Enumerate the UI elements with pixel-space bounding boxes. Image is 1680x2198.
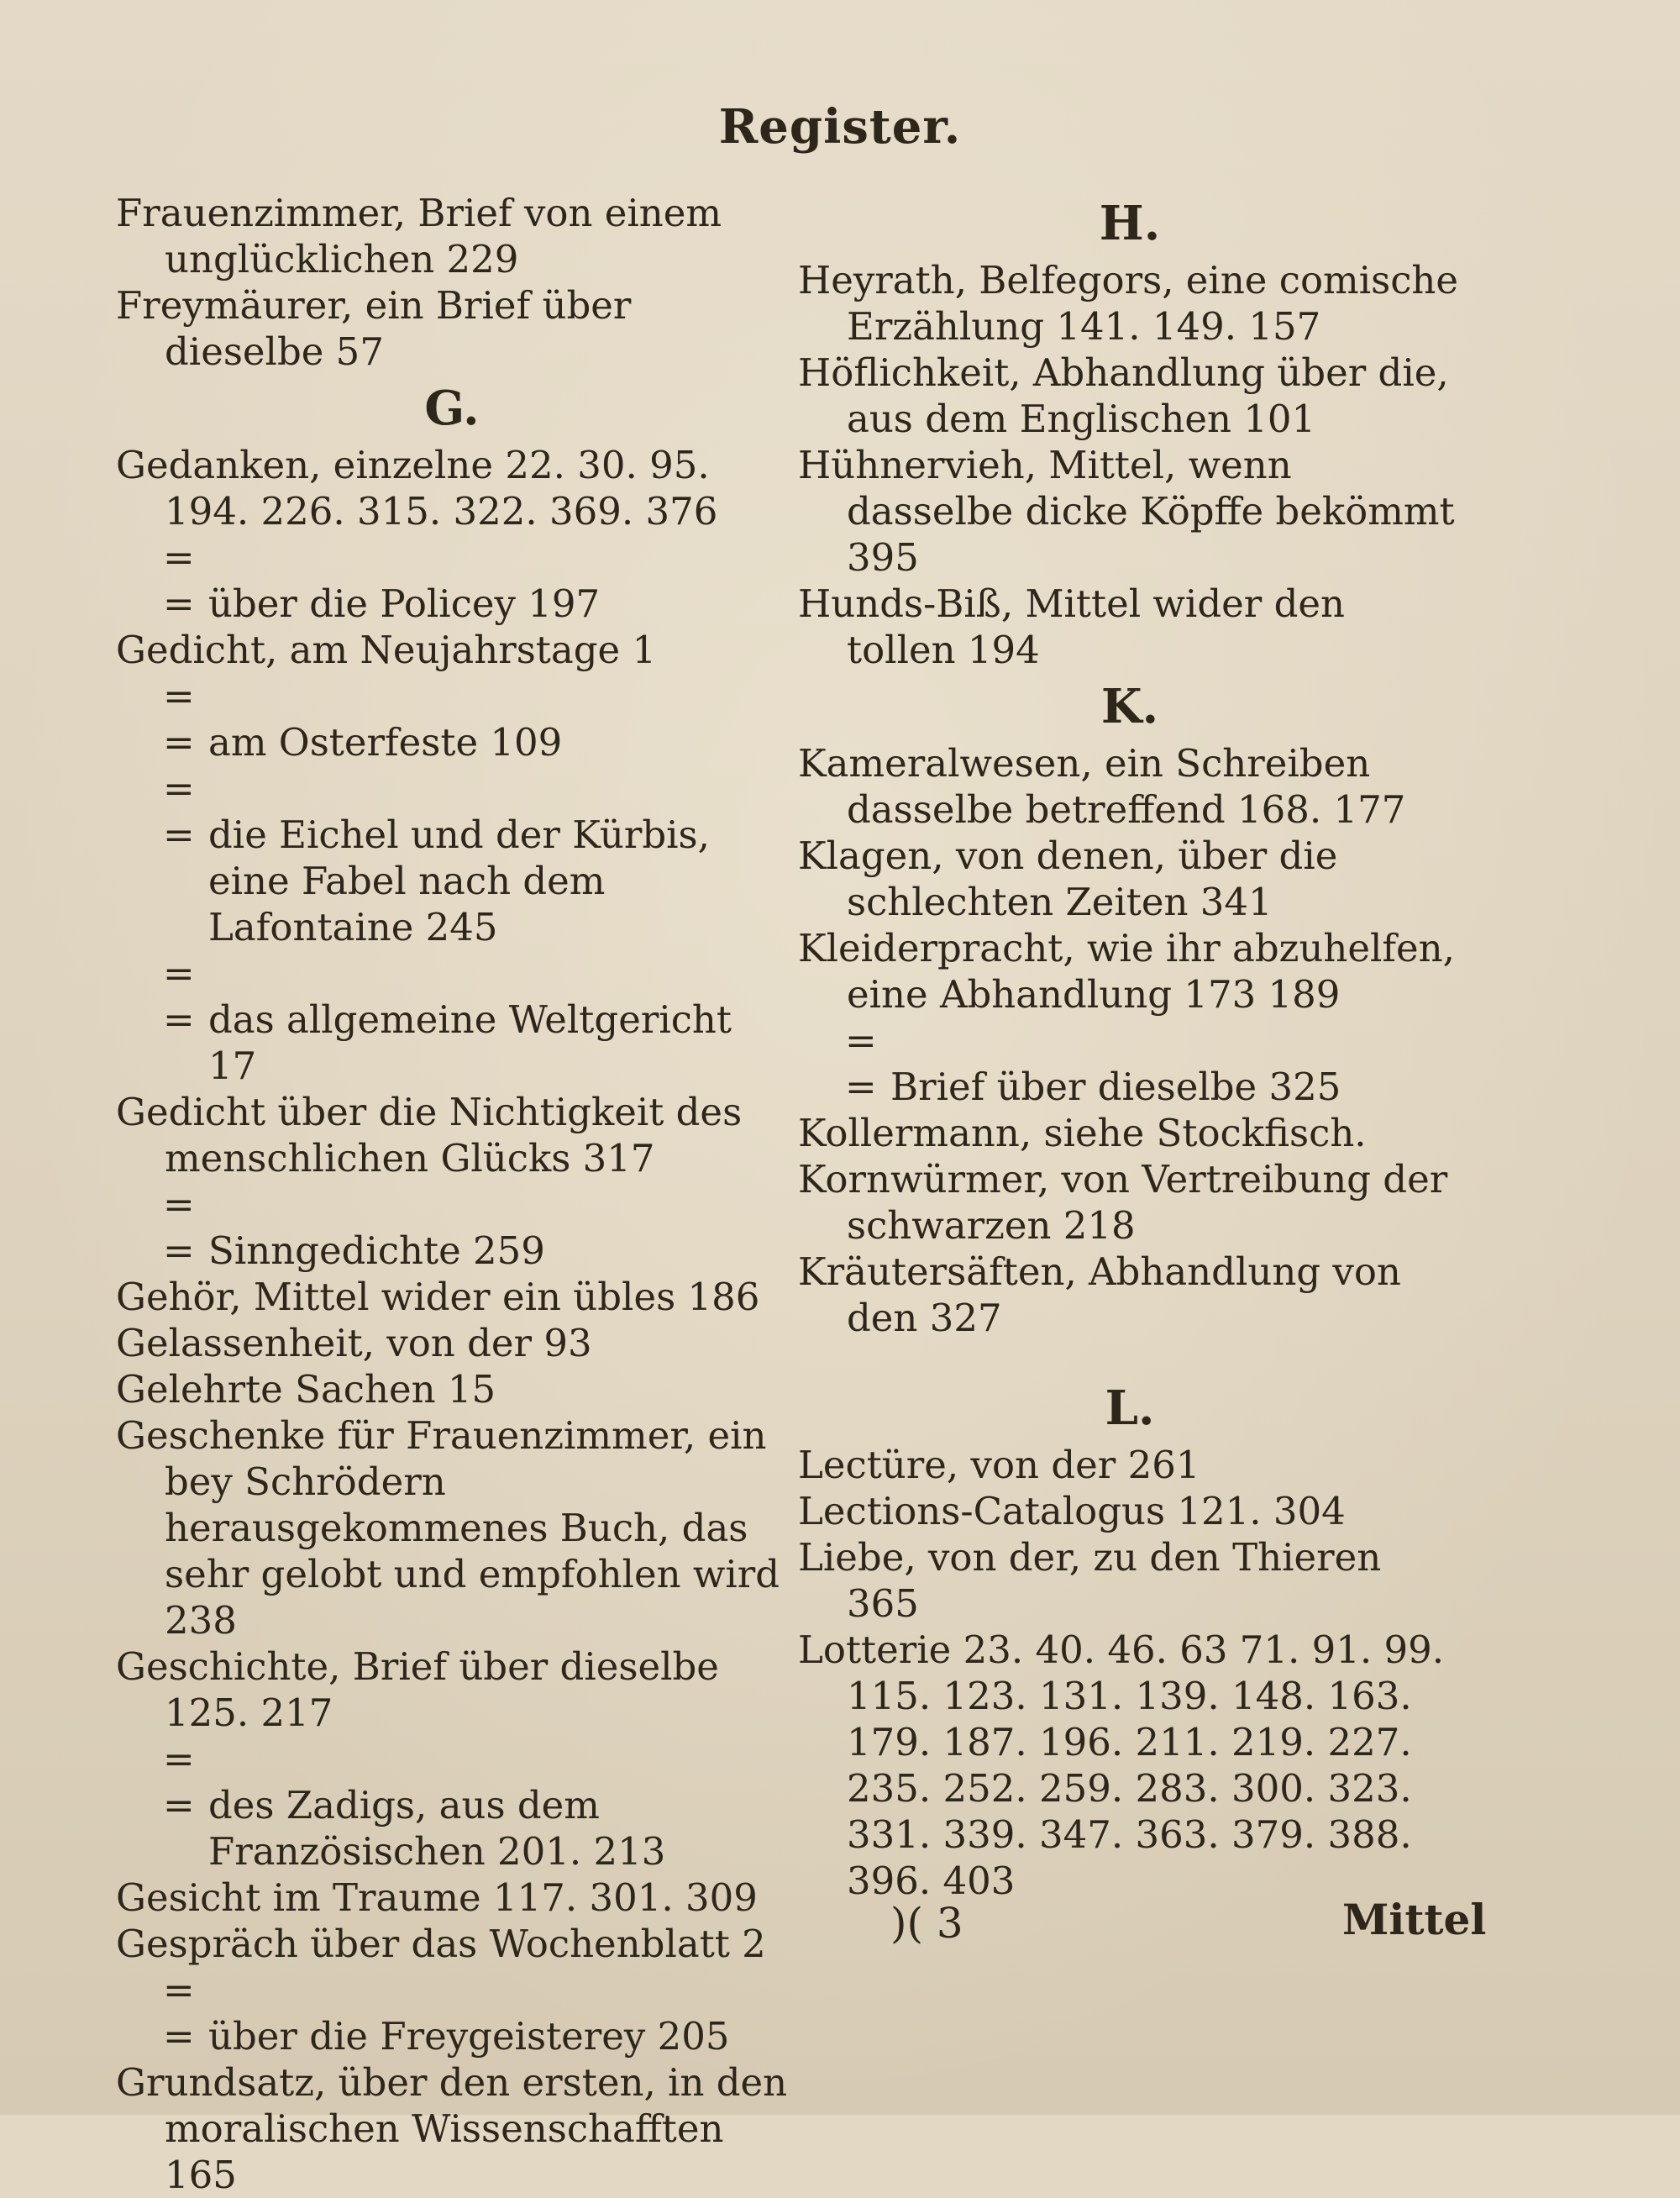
index-entry: Gedicht, am Neujahrstage 1: [116, 628, 657, 672]
index-entry: Gelassenheit, von der 93: [116, 1321, 592, 1365]
index-entry: Kameralwesen, ein Schreiben dasselbe betreffend 168. 177: [798, 741, 1406, 832]
ditto-mark: = =: [163, 535, 195, 626]
index-entry: Geschichte, Brief über dieselbe 125. 217: [116, 1644, 719, 1735]
index-entry: Frauenzimmer, Brief von einem unglücklichen 229: [116, 191, 722, 281]
section-letter: H.: [1099, 196, 1161, 251]
subentry-text: Brief über dieselbe 325: [890, 1065, 1341, 1109]
index-entry: Grundsatz, über den ersten, in den moralischen Wissenschafften 165: [116, 2060, 788, 2197]
section-letter: G.: [424, 381, 480, 436]
index-entry: Kräutersäften, Abhandlung von den 327: [798, 1249, 1401, 1340]
subentry-text: Sinngedichte 259: [208, 1228, 545, 1273]
index-entry: Lotterie 23. 40. 46. 63 71. 91. 99. 115. 123. 131. 139. 148. 163. 179. 187. 196. 211. 219. 227. 235. 252. 259. 283. 300. 323. 331. 339. 347. 363. 379. 388. 396. 403: [798, 1627, 1445, 1903]
subentry-text: über die Freygeisterey 205: [208, 2014, 730, 2059]
section-gap: [798, 1341, 1462, 1375]
index-entry: Lectüre, von der 261: [798, 1443, 1200, 1487]
index-entry: Heyrath, Belfegors, eine comische Erzählung 141. 149. 157: [798, 258, 1459, 349]
index-entry: Freymäurer, ein Brief über dieselbe 57: [116, 283, 632, 374]
index-entry: Liebe, von der, zu den Thieren 365: [798, 1535, 1382, 1626]
section-letter: L.: [1105, 1380, 1155, 1436]
ditto-mark: = =: [845, 1018, 877, 1109]
index-entry: Gehör, Mittel wider ein übles 186: [116, 1275, 760, 1319]
ditto-mark: = =: [163, 951, 195, 1042]
left-column: [116, 190, 788, 2198]
catchword: Mittel: [1342, 1895, 1487, 1944]
index-entry: Gedicht über die Nichtigkeit des menschlichen Glücks 317: [116, 1090, 743, 1181]
index-subentry: [116, 1967, 788, 2059]
index-subentry: [116, 950, 788, 1089]
index-subentry: [116, 534, 788, 627]
ditto-mark: = =: [163, 1182, 195, 1273]
index-entry: Gedanken, einzelne 22. 30. 95. 194. 226. 315. 322. 369. 376: [116, 443, 718, 534]
index-subentry: [116, 673, 788, 765]
index-entry: Gesicht im Traume 117. 301. 309: [116, 1875, 758, 1920]
ditto-mark: = =: [163, 674, 195, 765]
index-entry: Kornwürmer, von Vertreibung der schwarzen 218: [798, 1157, 1448, 1248]
index-subentry: [116, 765, 788, 950]
signature-mark: )( 3: [890, 1899, 963, 1948]
index-entry: Klagen, von denen, über die schlechten Zeiten 341: [798, 833, 1338, 924]
ditto-mark: = =: [163, 766, 195, 857]
index-entry: Gelehrte Sachen 15: [116, 1367, 496, 1412]
subentry-text: das allgemeine Weltgericht 17: [208, 997, 732, 1088]
subentry-text: über die Policey 197: [208, 581, 601, 626]
index-subentry: [116, 1181, 788, 1274]
ditto-mark: = =: [163, 1968, 195, 2059]
index-entry: Lections-Catalogus 121. 304: [798, 1489, 1346, 1533]
subentry-text: die Eichel und der Kürbis, eine Fabel nach dem Lafontaine 245: [208, 812, 710, 949]
section-letter: K.: [1100, 679, 1159, 734]
index-entry: Geschenke für Frauenzimmer, ein bey Schrödern herausgekommenes Buch, das sehr gelobt und empfohlen wird 238: [116, 1413, 780, 1643]
subentry-text: des Zadigs, aus dem Französischen 201. 213: [208, 1783, 666, 1874]
index-entry: Höflichkeit, Abhandlung über die, aus dem Englischen 101: [798, 350, 1449, 441]
index-entry: Hühnervieh, Mittel, wenn dasselbe dicke Köpffe bekömmt 395: [798, 443, 1455, 580]
right-column: [798, 190, 1462, 1904]
index-subentry: [116, 1736, 788, 1875]
index-subentry: [798, 1017, 1462, 1110]
page-heading: Register.: [718, 99, 962, 155]
index-entry: Kleiderpracht, wie ihr abzuhelfen, eine Abhandlung 173 189: [798, 926, 1455, 1017]
ditto-mark: = =: [163, 1737, 195, 1827]
index-entry: Kollermann, siehe Stockfisch.: [798, 1111, 1367, 1155]
index-entry: Gespräch über das Wochenblatt 2: [116, 1922, 766, 1966]
index-entry: Hunds-Biß, Mittel wider den tollen 194: [798, 581, 1345, 672]
subentry-text: am Osterfeste 109: [208, 720, 563, 765]
